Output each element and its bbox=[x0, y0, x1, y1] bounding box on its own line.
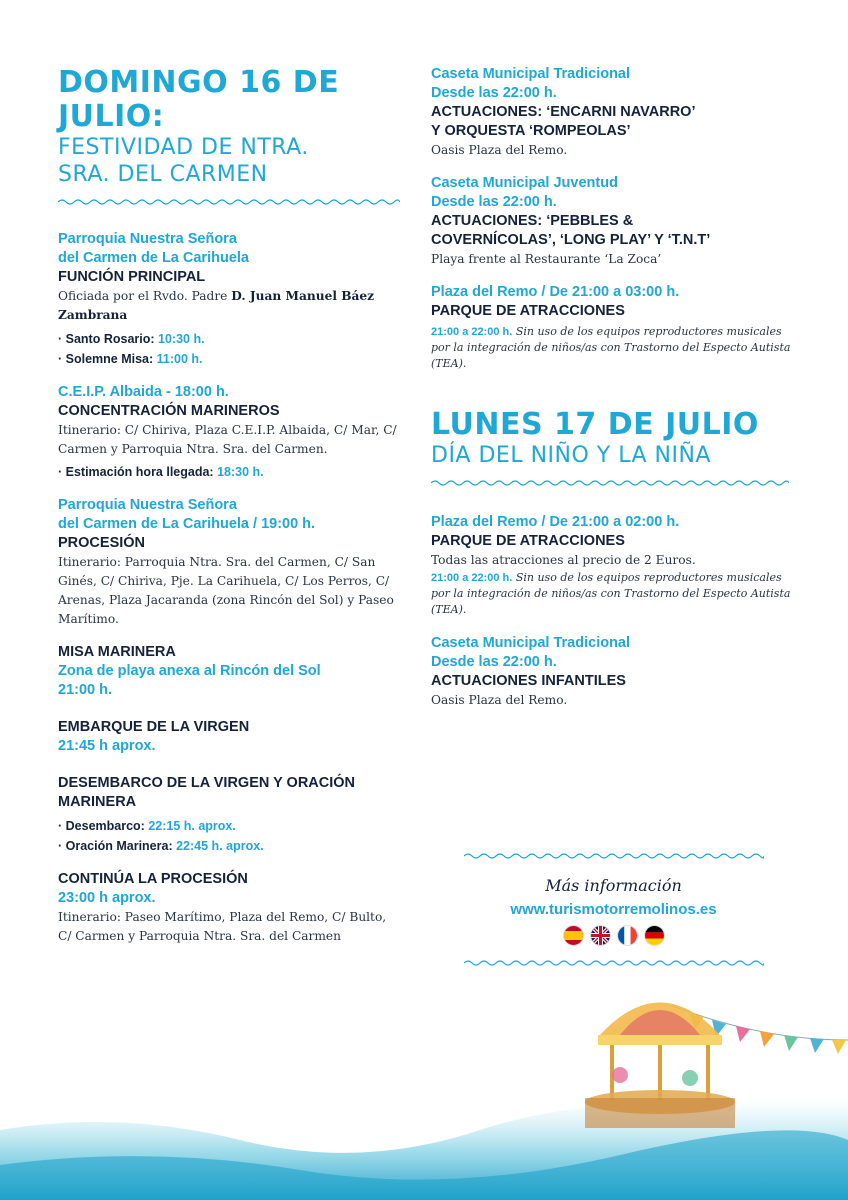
more-info-box bbox=[431, 852, 796, 967]
event-location: Plaza del Remo / De 21:00 a 02:00 h. bbox=[431, 514, 680, 530]
watercolor-carousel-illustration bbox=[0, 980, 848, 1200]
germany-flag-icon[interactable] bbox=[645, 926, 664, 945]
event-misa-marinera bbox=[58, 643, 403, 700]
schedule-item: · Estimación hora llegada: 18:30 h. bbox=[58, 465, 264, 479]
event-embarque bbox=[58, 718, 403, 756]
event-description: Todas las atracciones al precio de 2 Euros. bbox=[431, 553, 696, 567]
schedule-item: · Santo Rosario: 10:30 h. bbox=[58, 332, 205, 346]
event-name: ACTUACIONES: ‘ENCARNI NAVARRO’ bbox=[431, 104, 696, 120]
event-location: Parroquia Nuestra Señora bbox=[58, 231, 237, 247]
event-location: Caseta Municipal Tradicional bbox=[431, 635, 631, 651]
event-location: Zona de playa anexa al Rincón del Sol bbox=[58, 663, 321, 679]
event-place: Oasis Plaza del Remo. bbox=[431, 143, 568, 157]
event-place: Playa frente al Restaurante ‘La Zoca’ bbox=[431, 252, 662, 266]
right-column bbox=[431, 0, 796, 710]
event-concentracion-marineros bbox=[58, 383, 403, 482]
event-location: C.E.I.P. Albaida - 18:00 h. bbox=[58, 384, 229, 400]
schedule-item: · Solemne Misa: 11:00 h. bbox=[58, 352, 203, 366]
event-time: Desde las 22:00 h. bbox=[431, 85, 557, 101]
event-name: FUNCIÓN PRINCIPAL bbox=[58, 269, 206, 285]
event-name: PARQUE DE ATRACCIONES bbox=[431, 533, 625, 549]
wave-divider bbox=[464, 959, 764, 967]
event-description: Itinerario: C/ Chiriva, Plaza C.E.I.P. Albaida, C/ Mar, C/ Carmen y Parroquia Ntra. Sra. del Carmen. bbox=[58, 423, 397, 456]
schedule-item: · Oración Marinera: 22:45 h. aprox. bbox=[58, 839, 264, 853]
event-name: ACTUACIONES: ‘PEBBLES & bbox=[431, 213, 634, 229]
wave-divider bbox=[58, 198, 400, 206]
event-caseta-juventud bbox=[431, 174, 796, 269]
event-description: Oficiada por el Rvdo. Padre D. Juan Manuel Báez Zambrana bbox=[58, 289, 375, 322]
event-description: Itinerario: Paseo Marítimo, Plaza del Remo, C/ Bulto, C/ Carmen y Parroquia Ntra. Sra. del Carmen bbox=[58, 910, 387, 943]
spain-flag-icon[interactable] bbox=[564, 926, 583, 945]
event-location: del Carmen de La Carihuela bbox=[58, 250, 249, 266]
event-name: EMBARQUE DE LA VIRGEN bbox=[58, 719, 250, 735]
event-caseta-tradicional bbox=[431, 65, 796, 160]
event-name: CONTINÚA LA PROCESIÓN bbox=[58, 871, 248, 887]
event-location: Plaza del Remo / De 21:00 a 03:00 h. bbox=[431, 284, 680, 300]
event-name: ACTUACIONES INFANTILES bbox=[431, 673, 626, 689]
accessibility-note: 21:00 a 22:00 h. Sin uso de los equipos reproductores musicales por la integración de niños/as con Trastorno del Especto Autista (TEA). bbox=[431, 325, 791, 370]
event-time: Desde las 22:00 h. bbox=[431, 194, 557, 210]
event-location: Parroquia Nuestra Señora bbox=[58, 497, 237, 513]
event-time: Desde las 22:00 h. bbox=[431, 654, 557, 670]
event-name: Y ORQUESTA ‘ROMPEOLAS’ bbox=[431, 123, 631, 139]
event-time: 21:45 h aprox. bbox=[58, 738, 156, 754]
event-location: del Carmen de La Carihuela / 19:00 h. bbox=[58, 516, 316, 532]
event-actuaciones-infantiles bbox=[431, 634, 796, 710]
france-flag-icon[interactable] bbox=[618, 926, 637, 945]
accessibility-note: 21:00 a 22:00 h. Sin uso de los equipos reproductores musicales por la integración de niños/as con Trastorno del Especto Autista (TEA). bbox=[431, 571, 791, 616]
sunday-subtitle-line2: SRA. DEL CARMEN bbox=[58, 162, 268, 187]
event-parque-atracciones-lunes bbox=[431, 513, 796, 618]
event-time: 21:00 h. bbox=[58, 682, 112, 698]
event-parque-atracciones-domingo bbox=[431, 283, 796, 372]
event-desembarco bbox=[58, 774, 403, 856]
event-place: Oasis Plaza del Remo. bbox=[431, 693, 568, 707]
sunday-column bbox=[58, 0, 403, 946]
event-description: Itinerario: Parroquia Ntra. Sra. del Carmen, C/ San Ginés, C/ Chiriva, Pje. La Carihuela, C/ Los Perros, C/ Arenas, Plaza Jacaranda (zona Rincón del Sol) y Paseo Marítimo. bbox=[58, 555, 394, 626]
monday-title: LUNES 17 DE JULIO bbox=[431, 407, 759, 442]
language-flags bbox=[431, 926, 796, 945]
event-name: COVERNÍCOLAS’, ‘LONG PLAY’ Y ‘T.N.T’ bbox=[431, 232, 711, 248]
wave-divider bbox=[464, 852, 764, 860]
event-name: MISA MARINERA bbox=[58, 644, 176, 660]
sunday-title: DOMINGO 16 DE JULIO: bbox=[58, 65, 340, 134]
event-procesion bbox=[58, 496, 403, 629]
event-continua-procesion bbox=[58, 870, 403, 946]
event-name: PARQUE DE ATRACCIONES bbox=[431, 303, 625, 319]
website-link[interactable]: www.turismotorremolinos.es bbox=[510, 901, 717, 918]
monday-subtitle: DÍA DEL NIÑO Y LA NIÑA bbox=[431, 443, 711, 468]
event-time: 23:00 h aprox. bbox=[58, 890, 156, 906]
wave-divider bbox=[431, 479, 789, 487]
more-info-label: Más información bbox=[545, 876, 682, 895]
event-name: CONCENTRACIÓN MARINEROS bbox=[58, 403, 280, 419]
event-funcion-principal bbox=[58, 230, 403, 369]
uk-flag-icon[interactable] bbox=[591, 926, 610, 945]
event-location: Caseta Municipal Tradicional bbox=[431, 66, 631, 82]
event-name: PROCESIÓN bbox=[58, 535, 146, 551]
event-location: Caseta Municipal Juventud bbox=[431, 175, 618, 191]
event-name: DESEMBARCO DE LA VIRGEN Y ORACIÓN MARINERA bbox=[58, 775, 356, 810]
schedule-item: · Desembarco: 22:15 h. aprox. bbox=[58, 819, 236, 833]
sunday-subtitle-line1: FESTIVIDAD DE NTRA. bbox=[58, 135, 309, 160]
